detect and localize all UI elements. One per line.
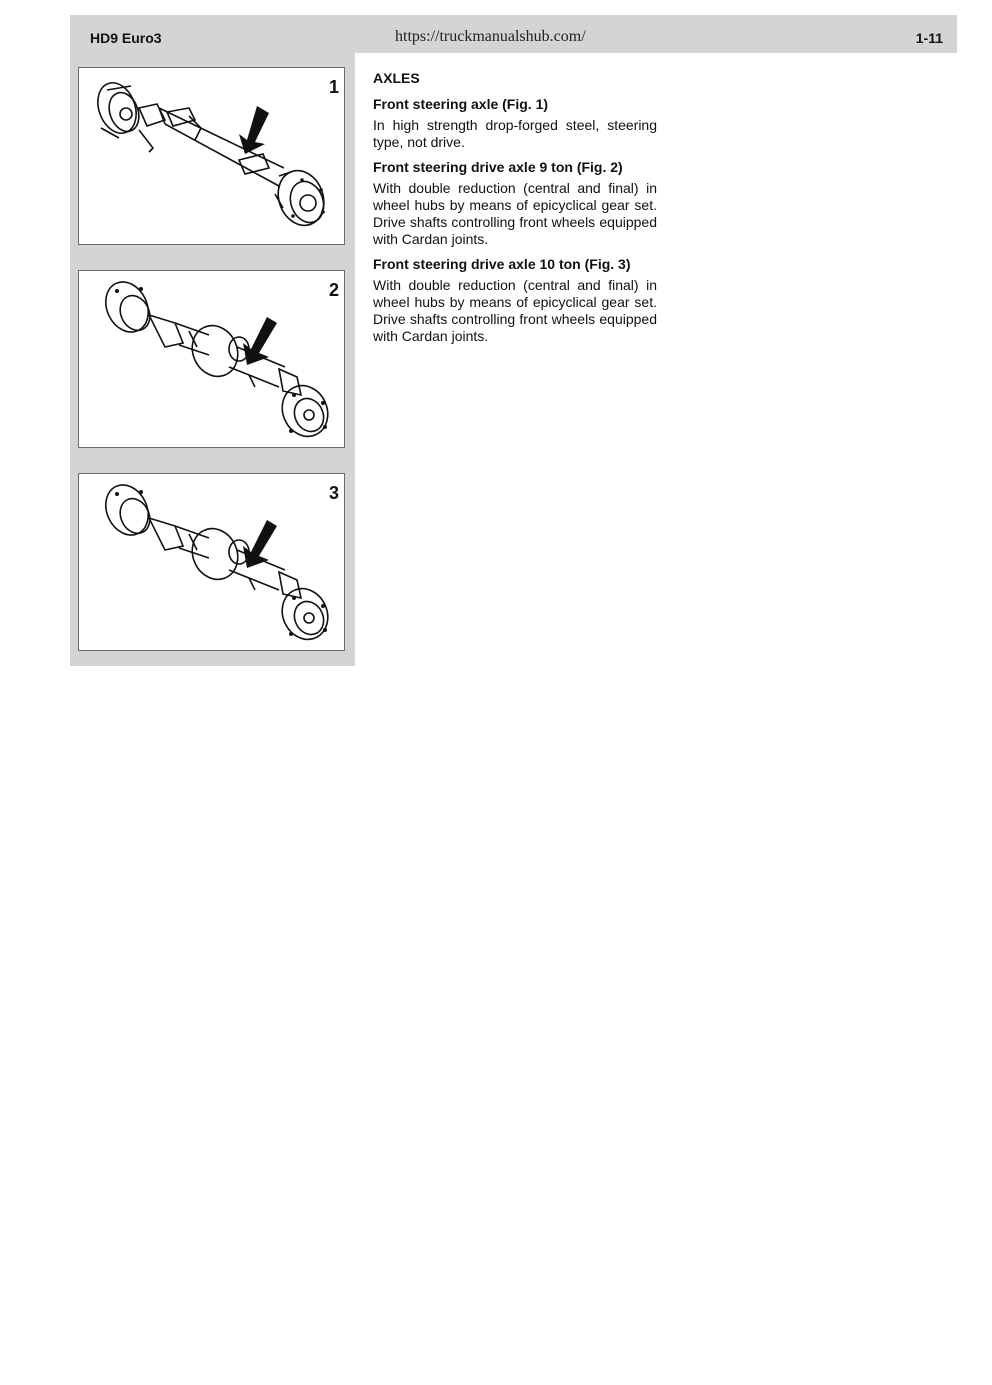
front-steering-drive-axle-9ton-illustration bbox=[79, 271, 344, 447]
subsection-body: With double reduction (central and final) in wheel hubs by means of epicyclical gear set. Drive shafts controlling front wheels equipped with Cardan joints. bbox=[373, 180, 657, 247]
header-model: HD9 Euro3 bbox=[90, 30, 162, 46]
figure-2 bbox=[78, 270, 345, 448]
figure-sidebar bbox=[70, 53, 355, 666]
subsection-body: With double reduction (central and final) in wheel hubs by means of epicyclical gear set. Drive shafts controlling front wheels equipped with Cardan joints. bbox=[373, 277, 657, 344]
subsection-heading: Front steering drive axle 10 ton (Fig. 3) bbox=[373, 256, 631, 272]
subsection-heading: Front steering drive axle 9 ton (Fig. 2) bbox=[373, 159, 623, 175]
section-title: AXLES bbox=[373, 70, 420, 86]
figure-number: 3 bbox=[328, 483, 339, 503]
subsection-heading: Front steering axle (Fig. 1) bbox=[373, 96, 549, 112]
content-column bbox=[373, 70, 657, 353]
figure-1 bbox=[78, 67, 345, 245]
subsection-body: In high strength drop-forged steel, steering type, not drive. bbox=[373, 117, 657, 150]
page-header bbox=[70, 15, 957, 53]
front-steering-axle-illustration bbox=[79, 68, 344, 244]
page-number: 1-11 bbox=[915, 30, 943, 46]
front-steering-drive-axle-10ton-illustration bbox=[79, 474, 344, 650]
header-url[interactable]: https://truckmanualshub.com/ bbox=[395, 28, 586, 45]
figure-number: 2 bbox=[328, 280, 339, 300]
figure-3 bbox=[78, 473, 345, 651]
figure-number: 1 bbox=[328, 77, 339, 97]
